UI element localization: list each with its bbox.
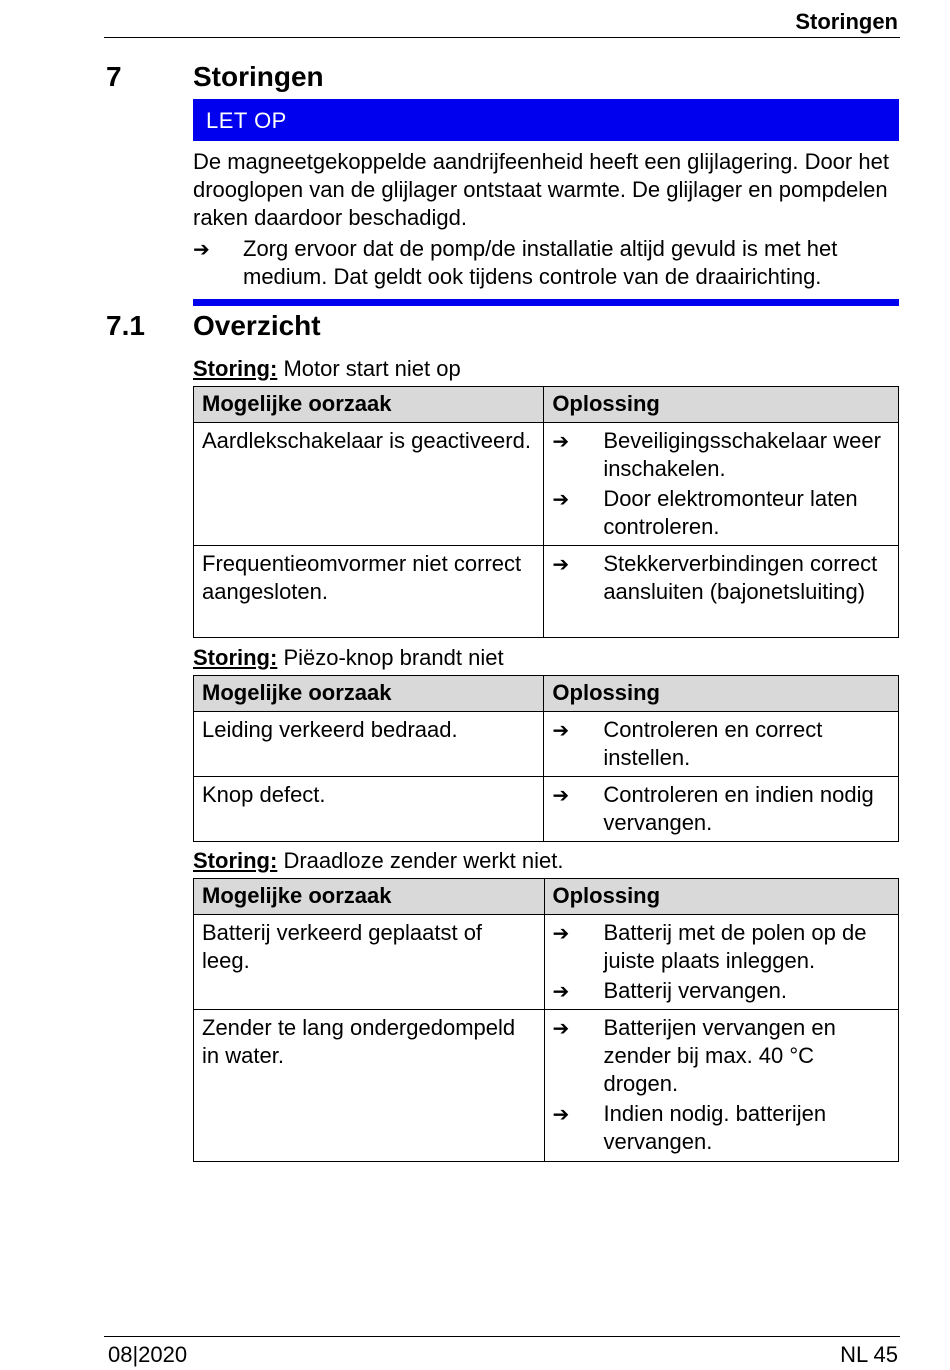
table-header-row: [194, 676, 899, 712]
cause-cell: Batterij verkeerd geplaatst of leeg.: [194, 915, 545, 1010]
cause-cell: Zender te lang ondergedompeld in water.: [194, 1010, 545, 1162]
notice-bottom-rule: [193, 299, 899, 306]
solution-item: [552, 485, 890, 541]
solution-text: Batterij met de polen op de juiste plaats inleggen.: [603, 920, 867, 973]
solution-text: Controleren en indien nodig vervangen.: [603, 782, 874, 835]
arrow-right-icon: ➔: [552, 1102, 570, 1126]
fault-table: [193, 878, 899, 1162]
fault-table: [193, 675, 899, 842]
table-row: [194, 777, 899, 842]
solution-cell: [544, 1010, 899, 1162]
solution-cell: [544, 423, 899, 546]
solution-item: [552, 716, 890, 772]
arrow-right-icon: ➔: [552, 552, 570, 576]
footer-date: 08|2020: [108, 1342, 188, 1367]
table-row: [194, 915, 899, 1010]
fault-label: Storing:: [193, 848, 278, 873]
cause-cell: Leiding verkeerd bedraad.: [194, 712, 544, 777]
table-row: [194, 712, 899, 777]
solution-item: [553, 1100, 891, 1156]
cause-cell: Knop defect.: [194, 777, 544, 842]
solution-cell: [544, 915, 899, 1010]
solution-text: Controleren en correct instellen.: [603, 717, 823, 770]
solution-item: [553, 1014, 891, 1098]
page-footer: [104, 1336, 900, 1369]
fault-heading: [193, 644, 504, 672]
solution-item: [552, 427, 890, 483]
solution-cell: [544, 712, 899, 777]
solution-item: [552, 781, 890, 837]
chapter-title: Storingen: [193, 61, 324, 92]
arrow-right-icon: ➔: [552, 429, 570, 453]
column-header-cause: Mogelijke oorzaak: [194, 387, 544, 423]
solution-item: [553, 977, 891, 1005]
column-header-cause: Mogelijke oorzaak: [194, 676, 544, 712]
notice-box: [193, 99, 899, 306]
fault-label: Storing:: [193, 356, 278, 381]
fault-table: [193, 386, 899, 638]
table-header-row: [194, 387, 899, 423]
arrow-right-icon: ➔: [193, 237, 210, 261]
solution-text: Beveiligingsschakelaar weer inschakelen.: [603, 428, 881, 481]
table-header-row: [194, 879, 899, 915]
notice-label: LET OP: [193, 99, 899, 141]
table-row: [194, 1010, 899, 1162]
cause-cell: Aardlekschakelaar is geactiveerd.: [194, 423, 544, 546]
cause-cell: Frequentieomvormer niet correct aangesloten.: [194, 546, 544, 638]
column-header-solution: Oplossing: [544, 879, 899, 915]
chapter-number: 7: [106, 61, 122, 92]
solution-cell: [544, 777, 899, 842]
solution-cell: [544, 546, 899, 638]
column-header-solution: Oplossing: [544, 676, 899, 712]
solution-text: Batterijen vervangen en zender bij max. 40 °C drogen.: [603, 1015, 836, 1096]
notice-step-text: Zorg ervoor dat de pomp/de installatie altijd gevuld is met het medium. Dat geldt ook tijdens controle van de draairichting.: [243, 236, 838, 289]
arrow-right-icon: ➔: [552, 979, 570, 1003]
solution-text: Door elektromonteur laten controleren.: [603, 486, 858, 539]
arrow-right-icon: ➔: [552, 487, 570, 511]
running-header: Storingen: [104, 8, 900, 38]
notice-step: [193, 235, 899, 291]
column-header-solution: Oplossing: [544, 387, 899, 423]
column-header-cause: Mogelijke oorzaak: [194, 879, 545, 915]
table-row: [194, 423, 899, 546]
fault-heading: [193, 847, 563, 875]
arrow-right-icon: ➔: [552, 921, 570, 945]
solution-item: [553, 919, 891, 975]
arrow-right-icon: ➔: [552, 783, 570, 807]
notice-text: De magneetgekoppelde aandrijfeenheid heeft een glijlagering. Door het drooglopen van de glijlager ontstaat warmte. De glijlager en pompdelen raken daardoor beschadigd.: [193, 149, 889, 230]
solution-text: Batterij vervangen.: [603, 978, 787, 1003]
table-row: [194, 546, 899, 638]
fault-text: Draadloze zender werkt niet.: [277, 848, 564, 873]
solution-item: [552, 550, 890, 606]
fault-text: Piëzo-knop brandt niet: [277, 645, 504, 670]
solution-text: Indien nodig. batterijen vervangen.: [603, 1101, 827, 1154]
section-title: Overzicht: [193, 310, 321, 341]
fault-text: Motor start niet op: [277, 356, 461, 381]
fault-heading: [193, 355, 461, 383]
page-number: NL 45: [840, 1342, 898, 1367]
fault-label: Storing:: [193, 645, 278, 670]
arrow-right-icon: ➔: [552, 718, 570, 742]
arrow-right-icon: ➔: [552, 1016, 570, 1040]
solution-text: Stekkerverbindingen correct aansluiten (bajonetsluiting): [603, 551, 878, 604]
section-number: 7.1: [106, 310, 145, 341]
